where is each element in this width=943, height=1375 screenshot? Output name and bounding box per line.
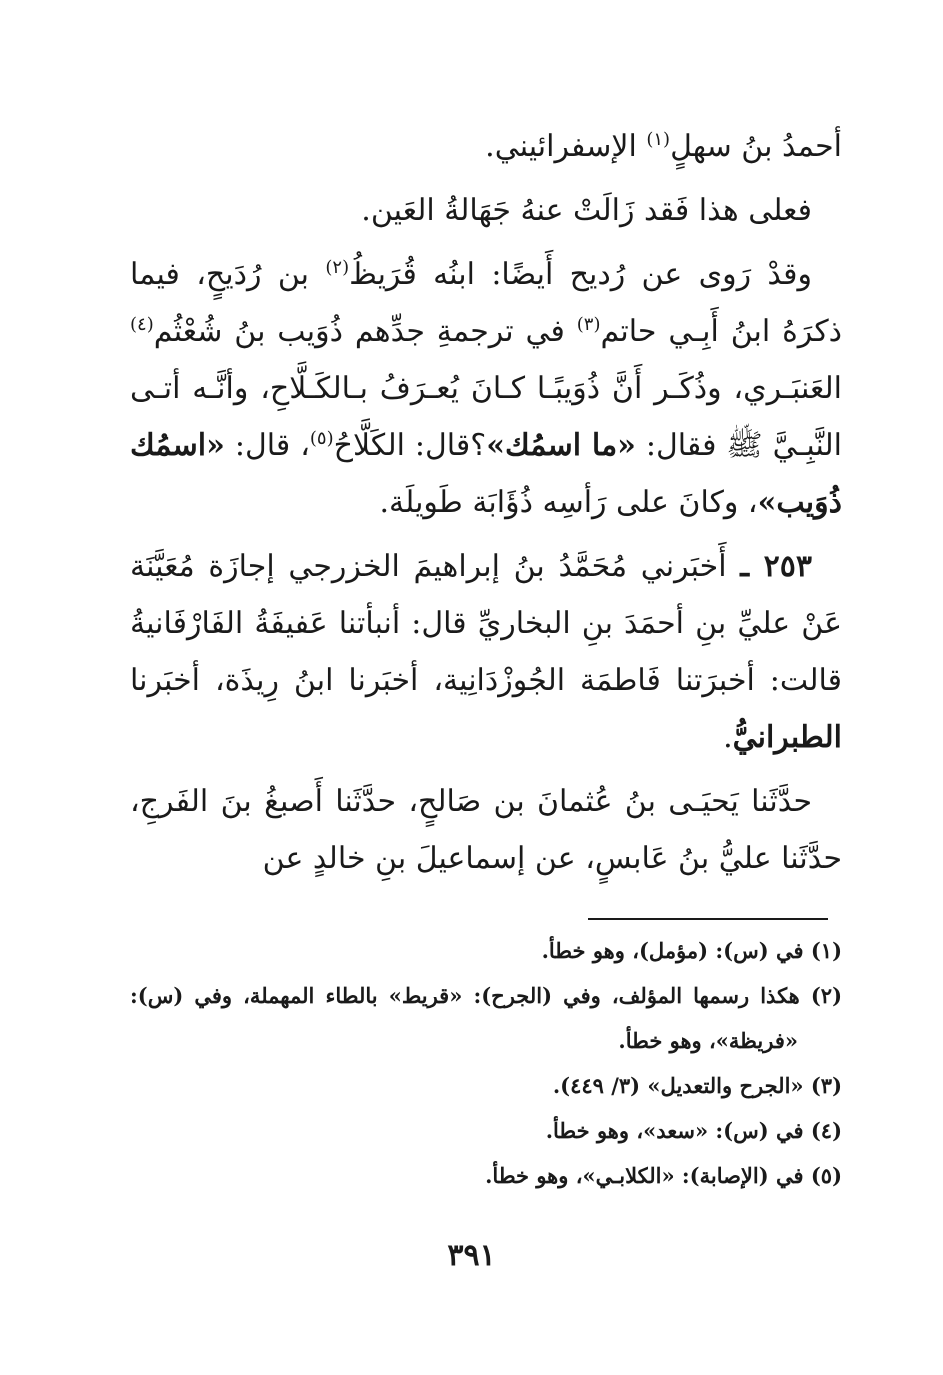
footnote-ref-4[interactable]: (٤) (130, 314, 154, 335)
text-run: . (723, 720, 733, 755)
footnote-ref-3[interactable]: (٣) (576, 314, 601, 335)
footnote-3: (٣) «الجرح والتعديل» (٣/ ٤٤٩). (552, 1073, 842, 1098)
page-number: ٣٩١ (447, 1238, 496, 1273)
quoted-speech: «اسمُك ذُوَيب» (130, 428, 842, 520)
footnote-ref-2[interactable]: (٢) (325, 257, 350, 278)
footnote-ref-1[interactable]: (١) (646, 129, 671, 150)
footnote-separator (588, 918, 828, 920)
text-run: في ترجمةِ جدِّهم ذُوَيب بنُ شُعْثُم (153, 314, 577, 349)
paragraph-3 (130, 246, 842, 531)
quoted-speech: «ما اسمُك» (486, 428, 636, 463)
paragraph-1 (130, 118, 842, 175)
name-highlight: الطبرانيُّ (732, 720, 842, 755)
text-run: وقدْ رَوى عن رُديح أَيضًا: ابنُه قُرَيظُ (349, 257, 812, 292)
paragraph-4 (130, 538, 842, 766)
footnote-5: (٥) في (الإصابة): «الكلابـي»، وهو خطأ. (485, 1163, 842, 1188)
hadith-number: ٢٥٣ ـ (740, 549, 813, 584)
footnote-ref-5[interactable]: (٥) (309, 428, 334, 449)
footnote-4: (٤) في (س): «سعد»، وهو خطأ. (545, 1118, 842, 1143)
text-run: الإسفرائيني. (485, 129, 647, 164)
text-run: العَنبَـري، وذُكَـر أَنَّ ذُوَيبًـا كـانَ يُعـرَفُ بـالكَـلَّاحِ، وأنَّـه أتـى النَّبِـيَّ ﷺ فقال: (130, 371, 842, 463)
text-run: بن رُدَيحٍ، فيما ذكرَهُ ابنُ أَبِـي حاتم (130, 257, 842, 349)
footnotes (130, 928, 842, 1198)
text-run: أَخبَرني مُحَمَّدُ بنُ إبراهيمَ الخزرجي إجازَة مُعَيَّنَة عَنْ عليِّ بنِ أحمَدَ بنِ البخاريِّ قال: أنبأتنا عَفيفَةُ الفَارْفَانيةُ قالت: أخبرَتنا فَاطمَة الجُوزْدَانِية، أخبَرنا ابنُ رِيذَة، أخبَرنا (130, 549, 842, 698)
text-run: ؟قال: الكَلَّاحُ (333, 428, 487, 463)
footnote-1: (١) في (س): (مؤمل)، وهو خطأ. (541, 938, 842, 963)
text-run: ، قال: (224, 428, 310, 463)
main-text (130, 118, 842, 894)
paragraph-5: حدَّثَنا يَحيَـى بنُ عُثمانَ بن صَالحٍ، حدَّثَنا أَصبغُ بنَ الفَرجِ، حدَّثَنا عليُّ بنُ عَابسٍ، عن إسماعيلَ بنِ خالدٍ عن (130, 784, 842, 876)
paragraph-2: فعلى هذا فَقد زَالَتْ عنهُ جَهَالةُ العَين. (361, 193, 812, 228)
text-run: أحمدُ بنُ سهلٍ (670, 129, 842, 164)
footnote-2: (٢) هكذا رسمها المؤلف، وفي (الجرح): «قريط» بالطاء المهملة، وفي (س): «فريظة»، وهو خطأ. (130, 983, 842, 1053)
text-run: ، وكانَ على رَأسِه ذُؤَابَة طَويلَة. (379, 485, 758, 520)
